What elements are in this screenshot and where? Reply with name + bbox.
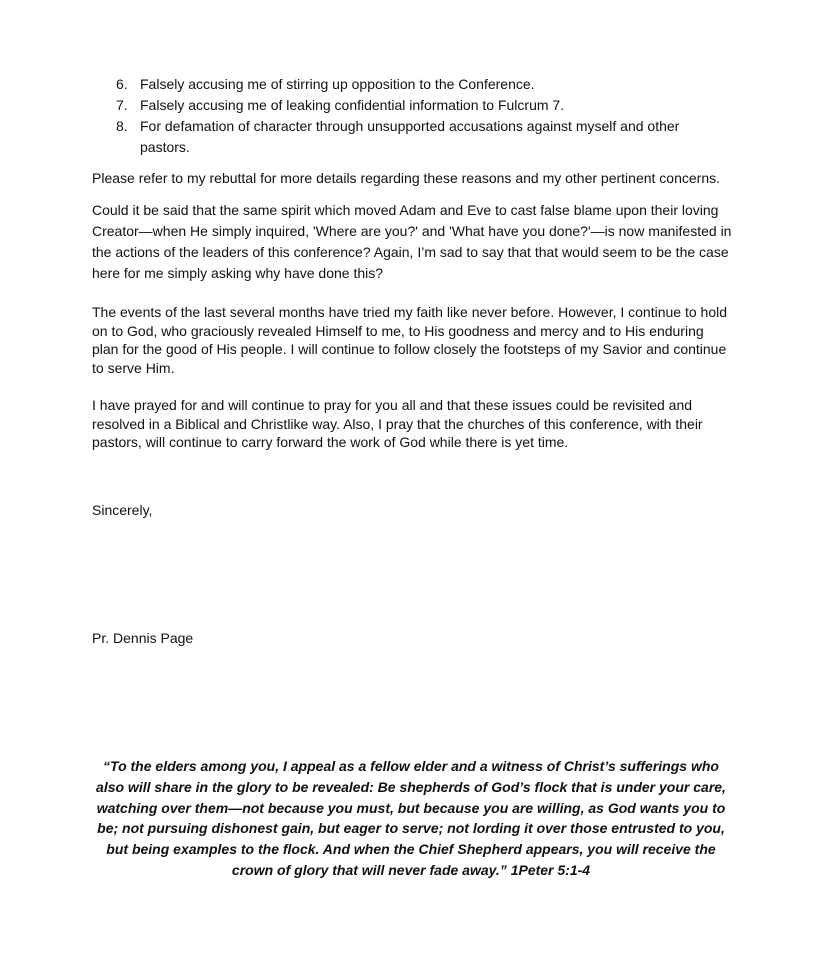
scripture-quote: “To the elders among you, I appeal as a fellow elder and a witness of Christ’s sufferings who also will share in the glory to be revealed: Be shepherds of God’s flock that is under your care, watching over them—not because you must, but because you are willing, as God wants you to be; not pursuing dishonest gain, but eager to serve; not lording it over those entrusted to you, but being examples to the flock. And when the Chief Shepherd appears, you will receive the crown of glory that will never fade away.” 1Peter 5:1-4 — [96, 758, 726, 878]
list-item-number: 7. — [116, 97, 128, 113]
list-item-number: 6. — [116, 76, 128, 92]
spirit-paragraph: Could it be said that the same spirit which moved Adam and Eve to cast false blame upon their loving Creator—when He simply inquired, 'Where are you?' and 'What have you done?'—is now manifested in the actions of the leaders of this conference? Again, I’m sad to say that that would seem to be the case here for me simply asking why have done this? — [92, 202, 732, 281]
signature-name: Pr. Dennis Page — [92, 630, 194, 646]
list-item — [116, 95, 716, 116]
closing-salutation: Sincerely, — [92, 502, 153, 518]
list-item — [116, 74, 716, 95]
accusation-list — [116, 74, 716, 158]
list-item-number: 8. — [116, 118, 128, 134]
list-item-text: Falsely accusing me of stirring up opposition to the Conference. — [140, 76, 535, 92]
events-paragraph: The events of the last several months have tried my faith like never before. However, I continue to hold on to God, who graciously revealed Himself to me, to His goodness and mercy and to His enduring plan for the good of His people. I will continue to follow closely the footsteps of my Savior and continue to serve Him. — [92, 304, 728, 376]
list-item-text: Falsely accusing me of leaking confidential information to Fulcrum 7. — [140, 97, 565, 113]
rebuttal-paragraph: Please refer to my rebuttal for more details regarding these reasons and my other pertinent concerns. — [92, 170, 720, 186]
list-item-text: For defamation of character through unsupported accusations against myself and other pastors. — [140, 118, 680, 155]
prayer-paragraph: I have prayed for and will continue to pray for you all and that these issues could be revisited and resolved in a Biblical and Christlike way. Also, I pray that the churches of this conference, with their pastors, will continue to carry forward the work of God while there is yet time. — [92, 397, 703, 450]
list-item — [116, 116, 716, 158]
